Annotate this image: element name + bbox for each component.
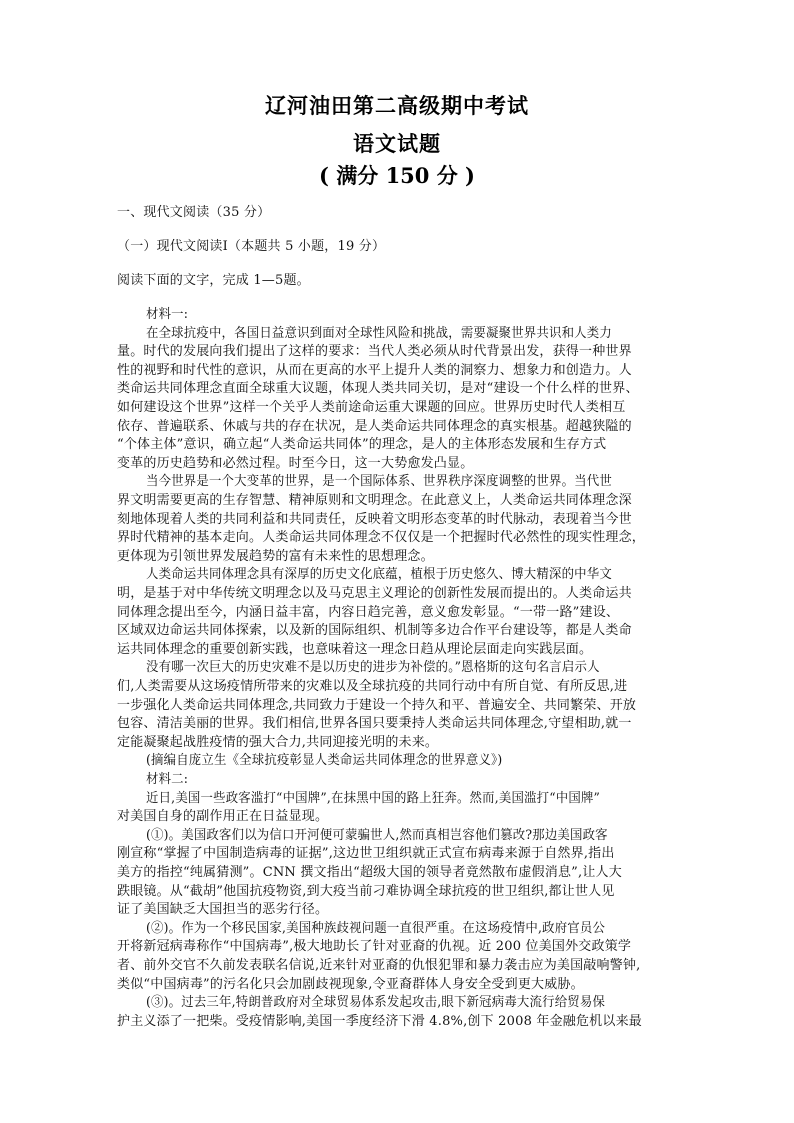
body-line: (①)。美国政客们以为信口开河便可蒙骗世人,然而真相岂容他们篡改?那边美国政客 [146, 827, 608, 843]
subsection-heading: （一）现代文阅读Ⅰ（本题共 5 小题，19 分） [117, 239, 386, 254]
body-line: 依存、普遍联系、休戚与共的存在状况，是人类命运共同体理念的真实根基。超越狭隘的 [117, 418, 632, 434]
body-line: 对美国自身的副作用正在日益显现。 [117, 809, 329, 825]
reading-instruction: 阅读下面的文字，完成 1—5题。 [117, 273, 310, 288]
body-line: 跌眼镜。从“截胡”他国抗疫物资,到大疫当前刁难协调全球抗疫的世卫组织,都让世人见 [117, 883, 615, 899]
body-line: 包容、清洁美丽的世界。我们相信,世界各国只要秉持人类命运共同体理念,守望相助,就一 [117, 716, 632, 732]
body-line: 界文明需要更高的生存智慧、精神原则和文明理念。在此意义上，人类命运共同体理念深 [117, 493, 632, 508]
body-line: 界时代精神的基本走向。人类命运共同体理念不仅仅是一个把握时代必然性的现实性理念， [117, 530, 646, 546]
body-line: 当今世界是一个大变革的世界，是一个国际体系、世界秩序深度调整的世界。当代世 [146, 474, 612, 490]
body-line: 定能凝聚起战胜疫情的强大合力,共同迎接光明的未来。 [117, 734, 439, 750]
body-line: (摘编自庞立生《全球抗疫彰显人类命运共同体理念的世界意义》) [146, 753, 503, 769]
exam-title: 辽河油田第二高级期中考试 [265, 93, 529, 118]
body-line: 更体现为引领世界发展趋势的富有未来性的思想理念。 [117, 548, 434, 564]
body-line: 美方的指控“纯属猜测”。CNN 撰文指出“超级大国的领导者竟然散布虚假消息”,让人大 [117, 865, 622, 880]
body-line: 运共同体理念的重要创新实践，也意味着这一理念日趋从理论层面走向实践层面。 [117, 641, 593, 657]
body-line: 刻地体现着人类的共同利益和共同责任，反映着文明形态变革的时代脉动，表现着当今世 [117, 511, 632, 527]
body-line: 材料一: [146, 307, 189, 322]
body-line: “个体主体”意识，确立起“人类命运共同体”的理念，是人的主体形态发展和生存方式 [117, 437, 607, 453]
body-line: 区域双边命运共同体探索，以及新的国际组织、机制等多边合作平台建设等，都是人类命 [117, 623, 632, 639]
body-line: 如何建设这个世界”这样一个关乎人类前途命运重大课题的回应。世界历史时代人类相互 [117, 400, 626, 415]
body-line: 开将新冠病毒称作“中国病毒”,极大地助长了针对亚裔的仇视。近 200 位美国外交政策学 [117, 939, 632, 955]
body-line: 近日,美国一些政客滥打“中国牌”,在抹黑中国的路上狂奔。然而,美国滥打“中国牌” [146, 790, 601, 806]
body-line: 同体理念提出至今，内涵日益丰富，内容日趋完善，意义愈发彰显。“一带一路”建设、 [117, 604, 620, 620]
body-line: 一步强化人类命运共同体理念,共同致力于建设一个持久和平、普遍安全、共同繁荣、开放 [117, 697, 637, 713]
section-heading: 一、现代文阅读（35 分） [117, 205, 271, 220]
body-line: 材料二: [146, 772, 189, 787]
body-line: 明，是基于对中华传统文明理念以及马克思主义理论的创新性发展而提出的。人类命运共 [117, 586, 632, 601]
body-line: 性的视野和时代性的意识，从而在更高的水平上提升人类的洞察力、想象力和创造力。人 [117, 362, 632, 378]
exam-full-score: ( 满分 150 分 ) [319, 163, 475, 188]
body-line: 护主义添了一把柴。受疫情影响,美国一季度经济下滑 4.8%,创下 2008 年金融危机以来最 [117, 1013, 642, 1029]
body-line: 证了美国缺乏大国担当的恶劣行径。 [117, 902, 329, 918]
body-line: (②)。作为一个移民国家,美国种族歧视问题一直很严重。在这场疫情中,政府官员公 [146, 920, 606, 936]
body-line: 者、前外交官不久前发表联名信说,近来针对亚裔的仇恨犯罪和暴力袭击应为美国敲响警钟, [117, 958, 641, 973]
body-line: 类似“中国病毒”的污名化只会加剧歧视现象,令亚裔群体人身安全受到更大威胁。 [117, 976, 584, 992]
exam-subject: 语文试题 [353, 131, 441, 156]
body-line: 们,人类需要从这场疫情所带来的灾难以及全球抗疫的共同行动中有所自觉、有所反思,进 [117, 679, 628, 694]
body-line: 变革的历史趋势和必然过程。时至今日，这一大势愈发凸显。 [117, 455, 474, 471]
body-line: 量。时代的发展向我们提出了这样的要求：当代人类必须从时代背景出发，获得一种世界 [117, 344, 632, 360]
body-line: 在全球抗疫中，各国日益意识到面对全球性风险和挑战，需要凝聚世界共识和人类力 [146, 325, 612, 341]
body-line: 人类命运共同体理念具有深厚的历史文化底蕴，植根于历史悠久、博大精深的中华文 [146, 567, 612, 583]
body-line: 没有哪一次巨大的历史灾难不是以历史的进步为补偿的。”恩格斯的这句名言启示人 [146, 660, 600, 676]
body-line: (③)。过去三年,特朗普政府对全球贸易体系发起攻击,眼下新冠病毒大流行给贸易保 [146, 995, 606, 1011]
body-line: 类命运共同体理念直面全球重大议题，体现人类共同关切，是对“建设一个什么样的世界、 [117, 381, 639, 397]
body-line: 刚宣称“掌握了中国制造病毒的证据”,这边世卫组织就正式宣布病毒来源于自然界,指出 [117, 846, 615, 862]
